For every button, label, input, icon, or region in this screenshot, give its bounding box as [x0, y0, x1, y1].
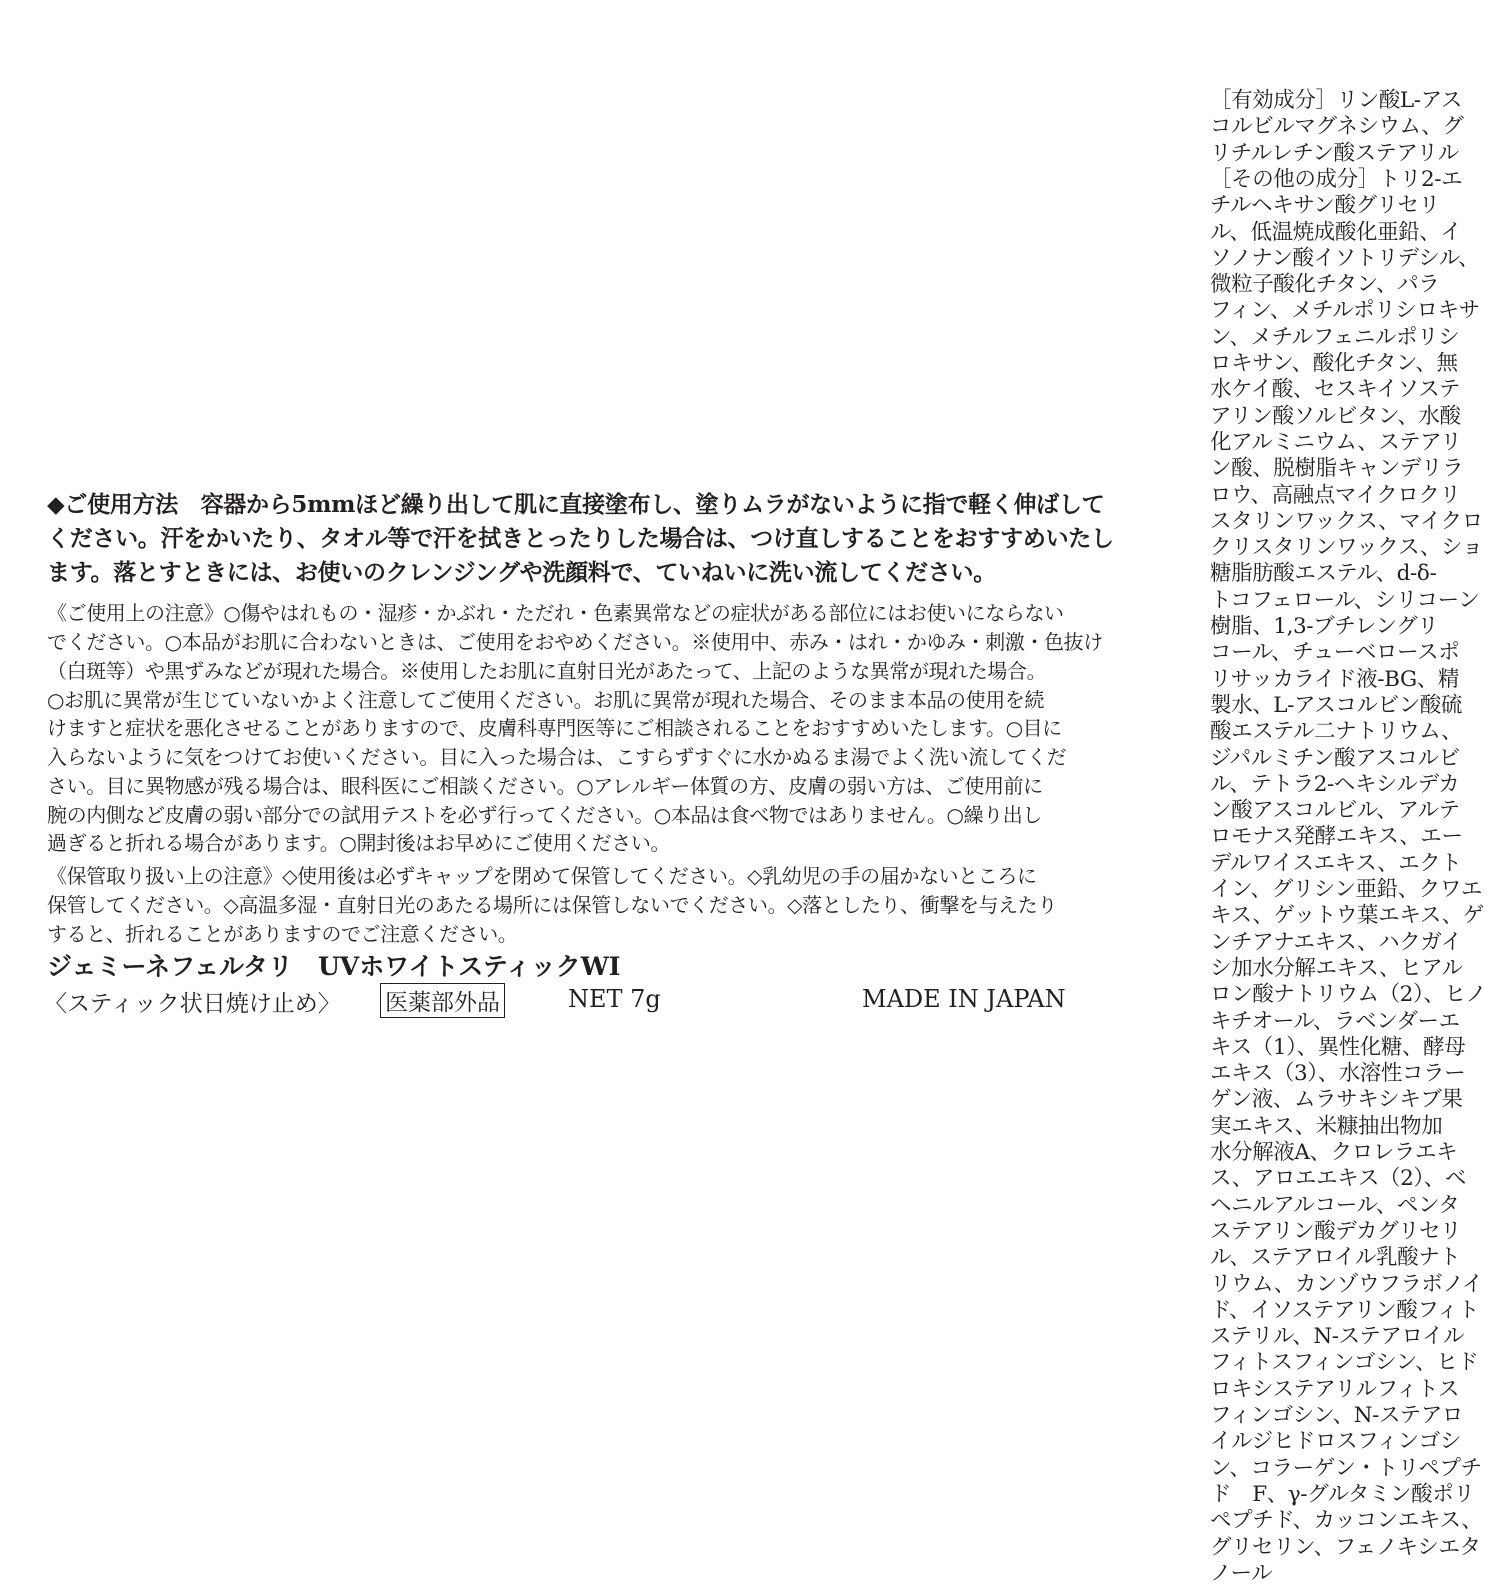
- storage-line: 《保管取り扱い上の注意》◇使用後は必ずキャップを閉めて保管してください。◇乳幼児の手の届かないところに: [47, 864, 1037, 888]
- ingredient-line: コール、チューベロースポ: [1210, 640, 1460, 666]
- precaution-line: （白斑等）や黒ずみなどが現れた場合。※使用したお肌に直射日光があたって、上記のような異常が現れた場合。: [47, 659, 1047, 683]
- ingredient-line: ロウ、高融点マイクロクリ: [1210, 482, 1461, 508]
- usage-line: ◆ご使用方法 容器から5mmほど繰り出して肌に直接塗布し、塗りムラがないように指で軽く伸ばして: [47, 491, 1105, 518]
- precaution-line: 腕の内側など皮膚の弱い部分での試用テストを必ず行ってください。○本品は食べ物ではありません。○繰り出し: [47, 803, 1042, 827]
- ingredient-line: ジパルミチン酸アスコルビ: [1210, 745, 1460, 771]
- precaution-line: ○お肌に異常が生じていないかよく注意してご使用ください。お肌に異常が現れた場合、そのまま本品の使用を続: [47, 688, 1045, 712]
- usage-line: ます。落とすときには、お使いのクレンジングや洗顔料で、ていねいに洗い流してください。: [47, 559, 996, 586]
- ingredient-line: アリン酸ソルビタン、水酸: [1210, 403, 1461, 429]
- ingredient-line: ン、メチルフェニルポリシ: [1210, 324, 1460, 350]
- precaution-line: でください。○本品がお肌に合わないときは、ご使用をおやめください。※使用中、赤み・はれ・かゆみ・刺激・色抜け: [47, 630, 1103, 654]
- storage-line: すると、折れることがありますのでご注意ください。: [47, 922, 518, 946]
- product-type: 〈スティック状日焼け止め〉: [44, 991, 341, 1017]
- ingredient-line: チルヘキサン酸グリセリ: [1210, 193, 1440, 219]
- usage-line: ください。汗をかいたり、タオル等で汗を拭きとったりした場合は、つけ直しすることをおすすめいたし: [47, 525, 1114, 552]
- ingredient-line: ロモナス発酵エキス、エー: [1210, 824, 1463, 850]
- ingredient-line: ［その他の成分］トリ2-エ: [1210, 166, 1463, 192]
- ingredient-line: ド、イソステアリン酸フィト: [1210, 1297, 1479, 1323]
- ingredient-line: 糖脂肪酸エステル、d-δ-: [1210, 561, 1437, 587]
- ingredient-line: コルビルマグネシウム、グ: [1210, 114, 1464, 140]
- ingredient-line: ステリル、N-ステアロイル: [1210, 1324, 1465, 1350]
- ingredient-line: キチオール、ラベンダーエ: [1210, 1008, 1460, 1034]
- storage-line: 保管してください。◇高温多湿・直射日光のあたる場所には保管しないでください。◇落としたり、衝撃を与えたり: [47, 893, 1057, 917]
- ingredient-line: フィン、メチルポリシロキサ: [1210, 298, 1480, 324]
- ingredient-line: ル、低温焼成酸化亜鉛、イ: [1210, 219, 1462, 245]
- ingredient-line: フィンゴシン、N-ステアロ: [1210, 1403, 1463, 1428]
- product-name: ジェミーネフェルタリ UVホワイトスティックWI: [47, 952, 621, 981]
- ingredient-line: リサッカライド液-BG、精: [1210, 666, 1459, 692]
- ingredient-line: ゲン液、ムラサキシキブ果: [1210, 1087, 1463, 1113]
- ingredient-line: トコフェロール、シリコーン: [1210, 587, 1480, 613]
- ingredient-line: イルジヒドロスフィンゴシ: [1210, 1429, 1461, 1455]
- ingredient-line: ロン酸ナトリウム（2）、ヒノ: [1210, 982, 1487, 1008]
- ingredient-line: ル、テトラ2-ヘキシルデカ: [1210, 771, 1460, 797]
- ingredient-line: デルワイスエキス、エクト: [1210, 850, 1462, 876]
- ingredient-line: ン、コラーゲン・トリペプチ: [1210, 1455, 1482, 1481]
- ingredient-line: ン酸、脱樹脂キャンデリラ: [1210, 456, 1464, 482]
- ingredient-line: リウム、カンゾウフラボノイ: [1210, 1271, 1483, 1297]
- ingredient-line: 微粒子酸化チタン、パラ: [1210, 272, 1440, 298]
- ingredient-line: 水分解液A、クロレラエキ: [1210, 1140, 1458, 1165]
- precaution-line: 入らないように気をつけてお使いください。目に入った場合は、こすらずすぐに水かぬるま湯でよく洗い流してくだ: [47, 745, 1067, 769]
- ingredient-line: エキス（3）、水溶性コラー: [1210, 1061, 1466, 1087]
- ingredient-line: ヘニルアルコール、ペンタ: [1210, 1192, 1460, 1218]
- ingredient-line: ノール: [1210, 1560, 1273, 1586]
- ingredient-line: グリセリン、フェノキシエタ: [1210, 1534, 1481, 1560]
- ingredient-line: イン、グリシン亜鉛、クワエ: [1210, 877, 1483, 902]
- ingredient-line: 水ケイ酸、セスキイソステ: [1210, 377, 1460, 403]
- ingredient-line: クリスタリンワックス、ショ: [1210, 535, 1483, 561]
- ingredient-line: キス、ゲットウ葉エキス、ゲ: [1210, 903, 1484, 929]
- ingredient-line: 酸エステル二ナトリウム、: [1210, 719, 1463, 745]
- ingredient-line: ソノナン酸イソトリデシル、: [1210, 245, 1480, 271]
- precaution-line: けますと症状を悪化させることがありますので、皮膚科専門医等にご相談されることをおすすめいたします。○目に: [47, 716, 1062, 740]
- ingredient-line: ステアリン酸デカグリセリ: [1210, 1218, 1462, 1244]
- ingredient-line: ペプチド、カッコンエキス、: [1210, 1508, 1483, 1534]
- ingredient-line: ン酸アスコルビル、アルテ: [1210, 798, 1460, 824]
- net-weight: NET 7g: [568, 985, 661, 1013]
- ingredient-line: 化アルミニウム、ステアリ: [1210, 429, 1462, 455]
- ingredient-line: ［有効成分］リン酸L-アス: [1210, 88, 1462, 113]
- ingredient-line: ンチアナエキス、ハクガイ: [1210, 929, 1462, 955]
- ingredient-line: 製水、L-アスコルビン酸硫: [1210, 692, 1462, 718]
- precaution-line: さい。目に異物感が残る場合は、眼科医にご相談ください。○アレルギー体質の方、皮膚の弱い方は、ご使用前に: [47, 774, 1043, 798]
- ingredient-line: ロキシステアリルフィトス: [1210, 1376, 1460, 1402]
- quasi-drug-badge: 医薬部外品: [380, 983, 505, 1018]
- ingredient-line: 樹脂、1,3-ブチレングリ: [1210, 614, 1439, 639]
- ingredient-line: 実エキス、米糠抽出物加: [1210, 1113, 1443, 1139]
- ingredient-line: キス（1）、異性化糖、酵母: [1210, 1034, 1466, 1060]
- precaution-line: 《ご使用上の注意》○傷やはれもの・湿疹・かぶれ・ただれ・色素異常などの症状がある部位にはお使いにならない: [47, 601, 1064, 625]
- ingredient-line: ル、ステアロイル乳酸ナト: [1210, 1245, 1461, 1271]
- ingredient-line: リチルレチン酸ステアリル: [1210, 140, 1459, 166]
- ingredient-line: ス、アロエエキス（2）、ベ: [1210, 1166, 1466, 1192]
- ingredient-line: フィトスフィンゴシン、ヒド: [1210, 1350, 1479, 1376]
- ingredient-line: ロキサン、酸化チタン、無: [1210, 351, 1458, 376]
- ingredient-line: シ加水分解エキス、ヒアル: [1210, 955, 1463, 981]
- origin-label: MADE IN JAPAN: [862, 985, 1066, 1013]
- precaution-line: 過ぎると折れる場合があります。○開封後はお早めにご使用ください。: [47, 831, 671, 855]
- ingredient-line: スタリンワックス、マイクロ: [1210, 508, 1483, 534]
- ingredient-line: ド F、γ-グルタミン酸ポリ: [1210, 1481, 1475, 1507]
